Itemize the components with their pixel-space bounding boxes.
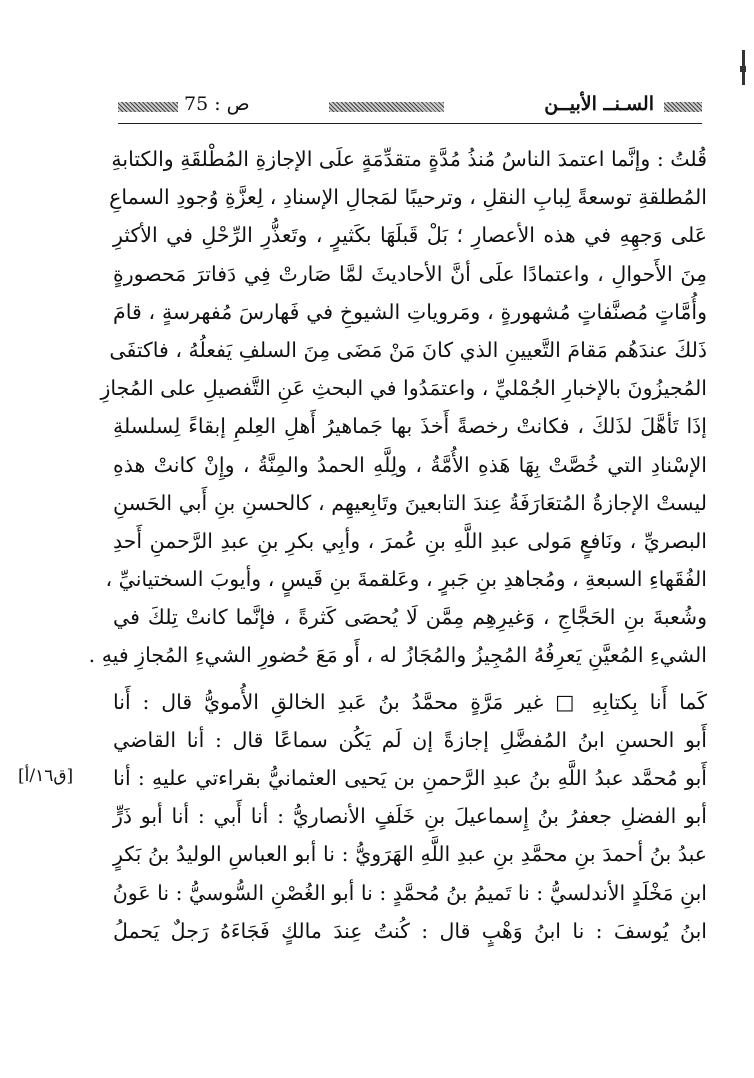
text-line: ذَلكَ عندَهُم مَقامَ التَّعيينِ الذي كانَ مَنْ مَضَى مِنَ السلفِ يَفعلُهُ ، فاكتفَى xyxy=(109,337,707,362)
binding-dot xyxy=(740,66,746,72)
text-line: المُجيزُونَ بالإخبارِ الجُمْليِّ ، واعتمَدُوا في البحثِ عَنِ التَّفصيلِ على المُجازِ xyxy=(100,376,707,401)
text-line: الفُقَهاءِ السبعةِ ، ومُجاهدِ بنِ جَبرٍ ، وعَلقمةَ بنِ قَيسٍ ، وأيوبَ السختيانيِّ ، xyxy=(105,567,707,592)
manuscript-folio-note: [ق١٦/أ] xyxy=(18,766,74,786)
running-header xyxy=(118,91,702,124)
text-line: ابنُ يُوسفَ : نا ابنُ وَهْبٍ قال : كُنتُ عِندَ مالكٍ فَجَاءَهُ رَجلٌ يَحملُ xyxy=(113,918,707,943)
text-line: ابنِ مَخْلَدٍ الأندلسيُّ : نا تَميمُ بنُ مُحمَّدٍ : نا أبو الغُصْنِ السُّوسيُّ : نا عَونُ xyxy=(112,880,707,905)
text-line: ليستْ الإجازةُ المُتعَارَفَةُ عِندَ التابعينَ وتَابِعيهِم ، كالحسنِ بنِ أَبي الحَسنِ xyxy=(113,490,707,515)
header-ornament-right xyxy=(664,102,702,112)
book-title: السـنــ الأبيــن xyxy=(544,93,654,115)
text-line: وأُمَّاتٍ مُصنَّفاتٍ مُشهورةٍ ، ومَروياتِ الشيوخِ في فَهارسَ مُفهرسةٍ ، قامَ xyxy=(113,299,707,324)
text-line: الشيءِ المُعيَّنِ يَعرِفُهُ المُجِيزُ والمُجَازُ له ، أَو مَعَ حُضورِ الشيءِ المُجازِ فيهِ . xyxy=(88,643,707,668)
text-line: وشُعبةَ بنِ الحَجَّاجِ ، وَغيرِهِم مِمَّن لَا يُحصَى كَثرةً ، فإنَّما كانتْ تِلكَ في xyxy=(113,605,707,630)
text-line: البصريِّ ، ونَافعٍ مَولى عبدِ اللَّهِ بنِ عُمرَ ، وأبِي بكرِ بنِ عبدِ الرَّحمنِ أَحدِ xyxy=(113,528,707,553)
text-line: عَلى وَجهِهِ في هذه الأعصارِ ؛ بَلْ قَبلَهَا بكَثيرٍ ، وتَعذُّرِ الرِّحْلِ في الأكثرِ xyxy=(113,223,707,248)
text-line: قُلتُ : وإنَّما اعتمدَ الناسُ مُنذُ مُدَّةٍ متقدِّمَةٍ علَى الإجازةِ المُطْلقَةِ والكتابةِ xyxy=(111,147,707,171)
text-line: الإسْنادِ التي خُصَّتْ بِهَا هَذهِ الأُمَّةُ ، ولِلَّهِ الحمدُ والمِنَّةُ ، وإِنْ كانتْ هذهِ xyxy=(113,452,707,477)
text-line: إذَا تَأهَّلَ لذَلكَ ، فكانتْ رخصةً أَخذَ بها جَماهيرُ أَهلِ العِلمِ إبقاءً لِسلسلةِ xyxy=(113,414,707,439)
paragraph-gap xyxy=(113,675,707,683)
header-ornament-left xyxy=(118,102,178,112)
text-line: أَبو مُحمَّد عبدُ اللَّهِ بنُ عبدِ الرَّحمنِ بن يَحيى العثمانيُّ بقراءتي عليهِ : أنا xyxy=(113,766,707,790)
text-line: أَبو الحسنِ ابنُ المُفضَّلِ إجازةً إن لَم يَكُن سماعًا قال : أنا القاضي xyxy=(113,727,707,752)
text-line: كَما أَنا بِكتابِهِ □ غير مَرَّةٍ محمَّدُ بنُ عَبدِ الخالقِ الأُمويُّ قال : أَنا xyxy=(113,689,707,714)
text-line: أبو الفضلِ جعفرُ بنُ إِسماعيلَ بنِ خَلَفٍ الأنصاريُّ : أنا أَبي : أنا أبو ذَرٍّ xyxy=(113,804,707,829)
text-line: المُطلقةِ توسعةً لِبابِ النقلِ ، وترحيبًا لمَجالِ الإسنادِ ، لِعزَّةِ وُجودِ السماعِ xyxy=(109,185,707,210)
text-line: عبدُ بنُ أحمدَ بنِ محمَّدِ بنِ عبدِ اللَّهِ الهَرَويُّ : نا أبو العباسِ الوليدُ بنُ بَكرٍ xyxy=(113,842,707,867)
page-body xyxy=(88,140,707,950)
page-number: ص : 75 xyxy=(184,93,250,115)
text-line: مِنَ الأَحوالِ ، واعتمادًا علَى أنَّ الأحاديثَ لمَّا صَارتْ فِي دَفاترَ مَحصورةٍ xyxy=(113,261,707,286)
header-ornament-middle xyxy=(329,102,444,112)
